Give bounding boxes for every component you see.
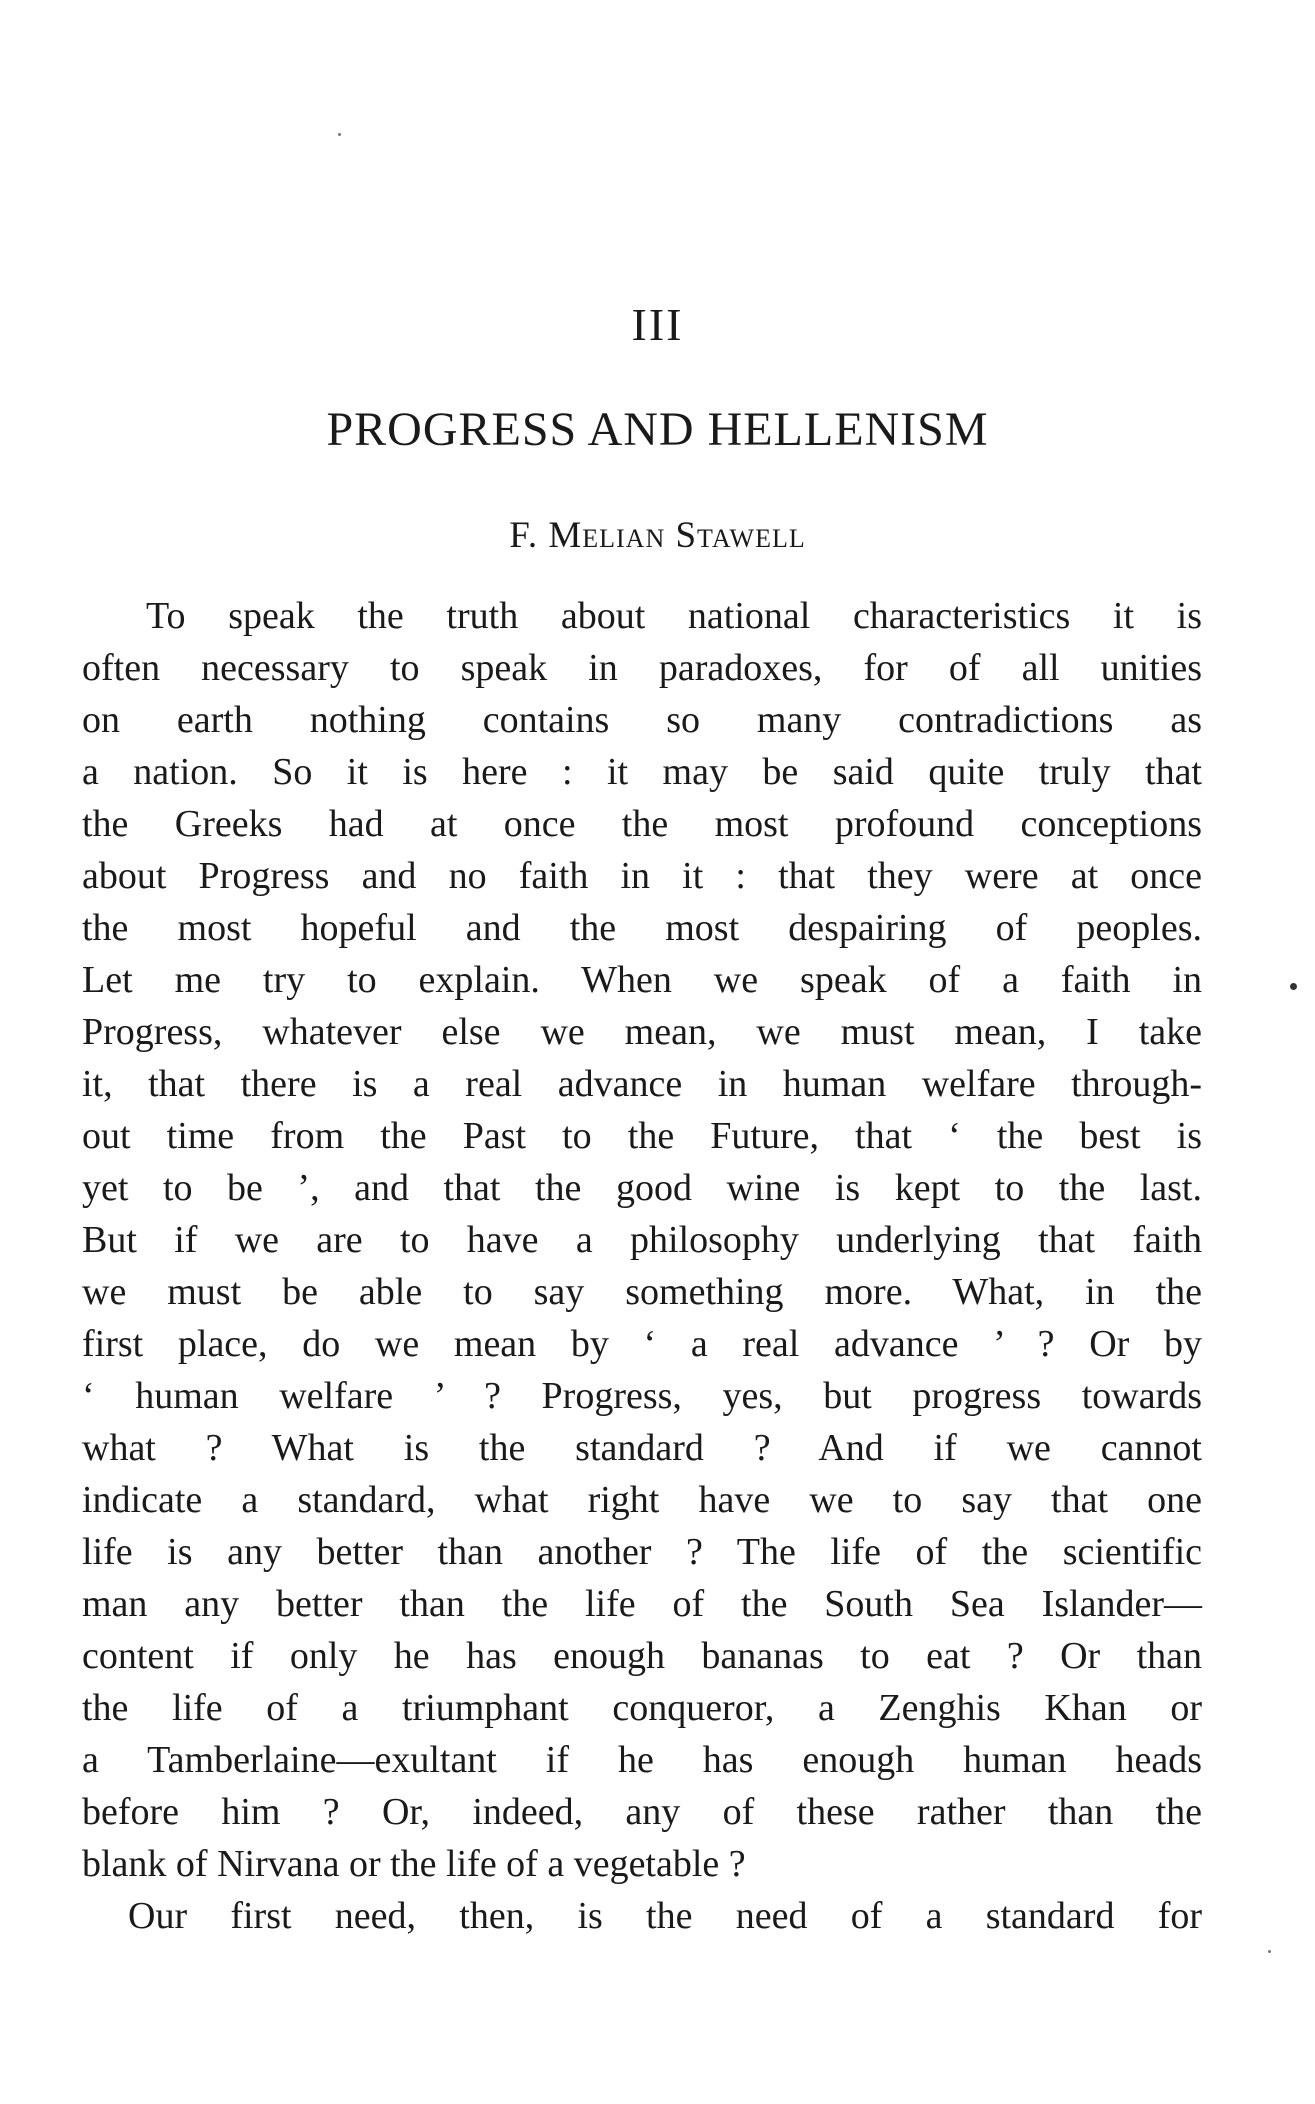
text-line: a nation. So it is here : it may be said quite truly that: [82, 751, 1202, 793]
text-line: first place, do we mean by ‘ a real advance ’ ? Or by: [82, 1323, 1202, 1365]
author-name: Melian Stawell: [548, 515, 806, 556]
text-line: the most hopeful and the most despairing of peoples.: [82, 907, 1202, 949]
text-line: life is any better than another ? The life of the scientific: [82, 1531, 1202, 1573]
chapter-title: PROGRESS AND HELLENISM: [326, 403, 989, 456]
text-line: we must be able to say something more. What, in the: [82, 1271, 1202, 1313]
text-line: yet to be ’, and that the good wine is kept to the last.: [82, 1167, 1202, 1209]
text-line: blank of Nirvana or the life of a vegetable ?: [82, 1843, 746, 1885]
text-line: on earth nothing contains so many contradictions as: [82, 699, 1202, 741]
text-line: Our first need, then, is the need of a standard for: [128, 1895, 1202, 1937]
text-line: man any better than the life of the South Sea Islander—: [82, 1583, 1202, 1625]
chapter-number: III: [631, 299, 684, 350]
paragraph: [82, 590, 1202, 1890]
author-initial: F.: [509, 515, 539, 556]
ink-speck: [1268, 1950, 1271, 1953]
text-line: indicate a standard, what right have we to say that one: [82, 1479, 1202, 1521]
text-line: out time from the Past to the Future, that ‘ the best is: [82, 1115, 1202, 1157]
author-byline: [0, 514, 1315, 557]
text-line: content if only he has enough bananas to eat ? Or than: [82, 1635, 1202, 1677]
text-line: often necessary to speak in paradoxes, for of all unities: [82, 647, 1202, 689]
text-line: a Tamberlaine—exultant if he has enough human heads: [82, 1739, 1202, 1781]
body-text: [82, 590, 1202, 1942]
text-line: Progress, whatever else we mean, we must mean, I take: [82, 1011, 1202, 1053]
text-line: what ? What is the standard ? And if we cannot: [82, 1427, 1202, 1469]
ink-speck: [338, 133, 341, 136]
text-line: To speak the truth about national characteristics it is: [146, 595, 1202, 637]
text-line: the Greeks had at once the most profound conceptions: [82, 803, 1202, 845]
text-line: it, that there is a real advance in human welfare through-: [82, 1063, 1202, 1105]
text-line: about Progress and no faith in it : that they were at once: [82, 855, 1202, 897]
ink-speck: [1290, 983, 1297, 990]
text-line: But if we are to have a philosophy underlying that faith: [82, 1219, 1202, 1261]
text-line: the life of a triumphant conqueror, a Zenghis Khan or: [82, 1687, 1202, 1729]
text-line: ‘ human welfare ’ ? Progress, yes, but progress towards: [82, 1375, 1202, 1417]
text-line: Let me try to explain. When we speak of a faith in: [82, 959, 1202, 1001]
text-line: before him ? Or, indeed, any of these rather than the: [82, 1791, 1202, 1833]
paragraph: [82, 1890, 1202, 1942]
